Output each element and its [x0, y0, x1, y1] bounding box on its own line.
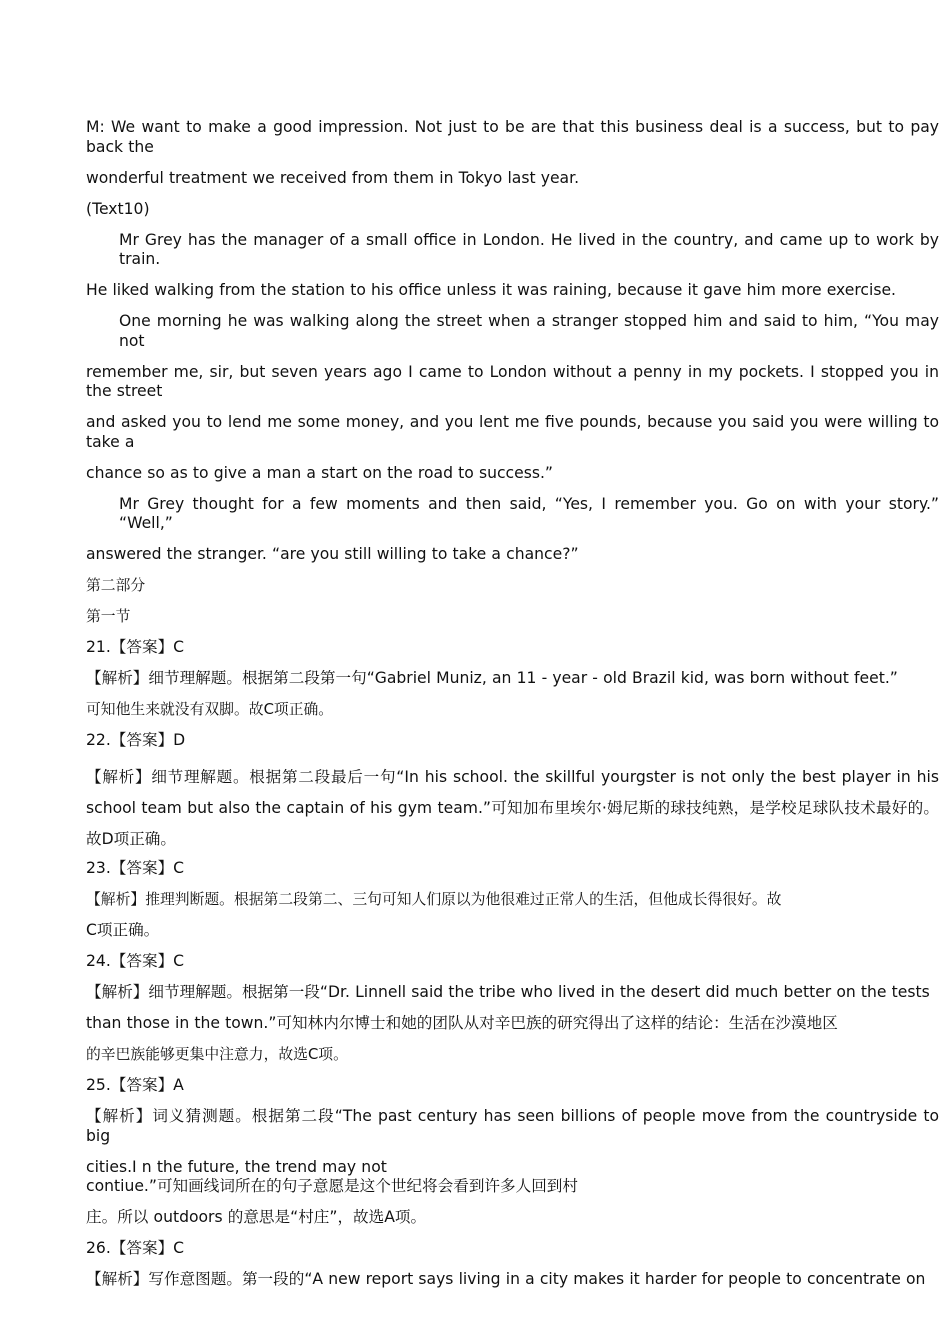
- story-paragraph: remember me, sir, but seven years ago I came to London without a penny in my pockets. I stopped you in the street: [86, 362, 939, 400]
- analysis-line: contiue.”可知画线词所在的句子意愿是这个世纪将会看到许多人回到村: [86, 1177, 578, 1195]
- analysis-line: cities.I n the future, the trend may not: [86, 1157, 387, 1176]
- answer-line: 24.【答案】C: [86, 952, 185, 970]
- answer-line: 26.【答案】C: [86, 1239, 185, 1257]
- analysis-line: 【解析】推理判断题。根据第二段第二、三句可知人们原以为他很难过正常人的生活，但他成长得很好。故: [86, 891, 782, 908]
- story-paragraph: He liked walking from the station to his office unless it was raining, because it gave him more exercise.: [86, 281, 897, 299]
- analysis-line: 【解析】写作意图题。第一段的“A new report says living in a city makes it harder for people to concentrate on: [86, 1270, 926, 1288]
- story-paragraph: chance so as to give a man a start on the road to success.”: [86, 463, 553, 482]
- analysis-line: than those in the town.”可知林内尔博士和她的团队从对辛巴族的研究得出了这样的结论：生活在沙漠地区: [86, 1014, 838, 1032]
- analysis-line: 【解析】细节理解题。根据第二段最后一句“In his school. the skillful yourgster is not only the best player in his school team but also the captain of his gym team.”可知加布里埃尔·姆尼斯的球技纯熟，是学校足球队技术最好的。故D项正确。: [86, 768, 939, 848]
- dialogue-line: M: We want to make a good impression. Not just to be are that this business deal is a success, but to pay back the: [86, 118, 939, 156]
- analysis-line: 【解析】细节理解题。根据第一段“Dr. Linnell said the tribe who lived in the desert did much better on the tests: [86, 983, 930, 1001]
- story-paragraph: answered the stranger. “are you still willing to take a chance?”: [86, 545, 579, 563]
- document-page: [86, 118, 939, 1301]
- story-paragraph: Mr Grey has the manager of a small office in London. He lived in the country, and came up to work by train.: [119, 230, 939, 268]
- answer-line: 22.【答案】D: [86, 731, 186, 749]
- analysis-line: 【解析】细节理解题。根据第二段第一句“Gabriel Muniz, an 11 - year - old Brazil kid, was born without feet.”: [86, 669, 898, 687]
- analysis-line: C项正确。: [86, 921, 160, 939]
- story-paragraph: Mr Grey thought for a few moments and then said, “Yes, I remember you. Go on with your story.” “Well,”: [119, 494, 939, 532]
- answer-line: 25.【答案】A: [86, 1076, 184, 1094]
- answer-line: 21.【答案】C: [86, 638, 185, 656]
- subsection-heading: 第一节: [86, 608, 131, 625]
- analysis-line: 的辛巴族能够更集中注意力，故选C项。: [86, 1046, 348, 1063]
- analysis-line: 可知他生来就没有双脚。故C项正确。: [86, 701, 334, 718]
- answer-line: 23.【答案】C: [86, 859, 185, 877]
- analysis-line: 庄。所以 outdoors 的意思是“村庄”，故选A项。: [86, 1208, 427, 1226]
- text-label: (Text10): [86, 199, 150, 218]
- story-paragraph: and asked you to lend me some money, and you lent me five pounds, because you said you were willing to take a: [86, 413, 939, 451]
- story-paragraph: One morning he was walking along the street when a stranger stopped him and said to him, “You may not: [119, 312, 939, 350]
- analysis-line: 【解析】词义猜测题。根据第二段“The past century has seen billions of people move from the countryside to big: [86, 1107, 939, 1145]
- section-heading: 第二部分: [86, 577, 146, 594]
- dialogue-line: wonderful treatment we received from them in Tokyo last year.: [86, 168, 580, 187]
